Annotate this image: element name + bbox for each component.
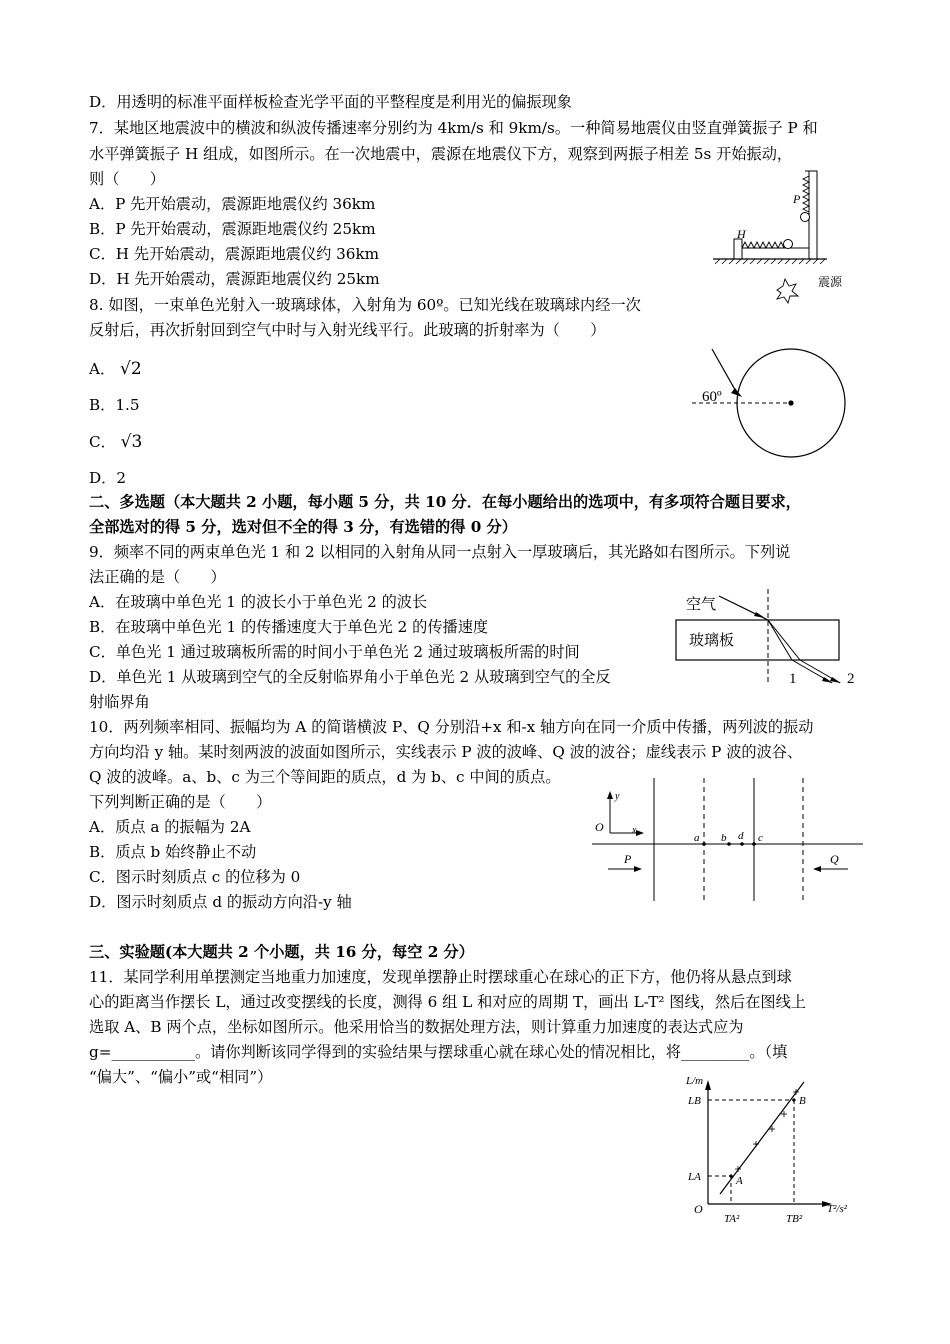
q7-option-c: C．H 先开始震动，震源距地震仪约 36km (89, 245, 380, 263)
q8-option-b: B．1.5 (89, 396, 140, 414)
q6-option-d: D．用透明的标准平面样板检查光学平面的平整程度是利用光的偏振现象 (89, 93, 572, 111)
point-b-label: B (799, 1095, 806, 1107)
label-p: P (793, 192, 801, 206)
sqrt-value: √3 (120, 432, 143, 452)
q7-stem-line2: 水平弹簧振子 H 组成，如图所示。在一次地震中，震源在地震仪下方，观察到两振子相差 5s 开始振动， (89, 145, 793, 163)
q9-option-a: A．在玻璃中单色光 1 的波长小于单色光 2 的波长 (89, 593, 428, 611)
q8-stem-line1: 8. 如图，一束单色光射入一玻璃球体，入射角为 60º。已知光线在玻璃球内经一次 (89, 296, 641, 314)
q11-stem-line3: 选取 A、B 两个点，坐标如图所示。他采用恰当的数据处理方法，则计算重力加速度的表达式应为 (89, 1018, 744, 1036)
q9-option-d-line1: D．单色光 1 从玻璃到空气的全反射临界角小于单色光 2 从玻璃到空气的全反 (89, 668, 611, 686)
q7-stem-line3: 则（ ） (89, 170, 165, 188)
q9-stem-line1: 9．频率不同的两束单色光 1 和 2 以相同的入射角从同一点射入一厚玻璃后，其光路如右图所示。下列说 (89, 543, 791, 561)
q7-option-b: B．P 先开始震动，震源距地震仪约 25km (89, 220, 376, 238)
section3-heading: 三、实验题(本大题共 2 个小题，共 16 分，每空 2 分） (89, 943, 474, 961)
wavefront-figure (590, 775, 865, 905)
section2-heading-line1: 二、多选题（本大题共 2 小题，每小题 5 分，共 10 分．在每小题给出的选项中，有多项符合题目要求， (89, 493, 801, 511)
q10-stem-line1: 10．两列频率相同、振幅均为 A 的简谐横波 P、Q 分别沿+x 和-x 轴方向在同一介质中传播，两列波的振动 (89, 718, 814, 736)
label-air: 空气 (686, 597, 717, 613)
label-lb: LB (688, 1095, 701, 1107)
q8-option-c (89, 433, 142, 451)
label-ray2: 2 (847, 671, 855, 687)
label-ta: TA² (724, 1213, 740, 1225)
label-q: Q (830, 852, 839, 866)
q10-option-b: B．质点 b 始终静止不动 (89, 843, 257, 861)
q10-stem-line4: 下列判断正确的是（ ） (89, 793, 272, 811)
sqrt-value: √2 (119, 359, 142, 379)
label-ray1: 1 (789, 671, 797, 687)
section2-heading-line2: 全部选对的得 5 分，选对但不全的得 3 分，有选错的得 0 分） (89, 518, 517, 536)
label-d: d (738, 830, 744, 842)
label-a: a (694, 832, 700, 844)
label-source: 震源 (818, 275, 843, 289)
label-h: H (737, 227, 746, 241)
q9-option-d-line2: 射临界角 (89, 693, 150, 711)
q10-option-a: A．质点 a 的振幅为 2A (89, 818, 251, 836)
x-axis-label: T²/s² (827, 1203, 848, 1215)
option-label: A． (89, 360, 116, 378)
q10-option-d: D．图示时刻质点 d 的振动方向沿-y 轴 (89, 893, 352, 911)
label-x: x (632, 825, 637, 836)
label-c: c (758, 832, 763, 844)
q9-option-c: C．单色光 1 通过玻璃板所需的时间小于单色光 2 通过玻璃板所需的时间 (89, 643, 580, 661)
q9-stem-line2: 法正确的是（ ） (89, 568, 226, 586)
label-y: y (615, 791, 620, 802)
label-o: O (595, 820, 604, 834)
q11-stem-line4: g=___________。请你判断该同学得到的实验结果与摆球重心就在球心处的情况相比，将_________。（填 (89, 1043, 788, 1061)
q7-stem-line1: 7．某地区地震波中的横波和纵波传播速率分别约为 4km/s 和 9km/s。一种简易地震仪由竖直弹簧振子 P 和 (89, 119, 818, 137)
option-label: C． (89, 433, 116, 451)
y-axis-label: L/m (686, 1075, 704, 1087)
label-p: P (624, 852, 632, 866)
label-b: b (721, 832, 727, 844)
q10-option-c: C．图示时刻质点 c 的位移为 0 (89, 868, 301, 886)
q10-stem-line2: 方向均沿 y 轴。某时刻两波的波面如图所示，实线表示 P 波的波峰、Q 波的波谷；虚线表示 P 波的波谷、 (89, 743, 803, 761)
q8-stem-line2: 反射后，再次折射回到空气中时与入射光线平行。此玻璃的折射率为（ ） (89, 321, 606, 339)
q7-option-d: D．H 先开始震动，震源距地震仪约 25km (89, 270, 380, 288)
l-t2-graph (680, 1072, 860, 1227)
glass-plate-figure (674, 585, 869, 693)
q11-stem-line5: “偏大”、“偏小”或“相同”） (89, 1068, 273, 1086)
label-glass: 玻璃板 (689, 633, 735, 649)
glass-sphere-figure (690, 345, 860, 475)
q11-stem-line1: 11．某同学利用单摆测定当地重力加速度，发现单摆静止时摆球重心在球心的正下方，他仍将从悬点到球 (89, 968, 792, 986)
q10-stem-line3: Q 波的波峰。a、b、c 为三个等间距的质点，d 为 b、c 中间的质点。 (89, 768, 561, 786)
label-tb: TB² (786, 1213, 803, 1225)
label-o: O (694, 1202, 703, 1216)
label-la: LA (688, 1171, 701, 1183)
point-a-label: A (736, 1175, 743, 1187)
q11-stem-line2: 心的距离当作摆长 L，通过改变摆线的长度，测得 6 组 L 和对应的周期 T，画出 L-T² 图线，然后在图线上 (89, 993, 806, 1011)
q8-option-a (89, 360, 142, 378)
seismograph-figure (705, 168, 865, 318)
q7-option-a: A．P 先开始震动，震源距地震仪约 36km (89, 195, 376, 213)
q9-option-b: B．在玻璃中单色光 1 的传播速度大于单色光 2 的传播速度 (89, 618, 489, 636)
angle-label: 60º (702, 389, 722, 405)
burst-icon (777, 279, 798, 303)
q8-option-d: D．2 (89, 469, 127, 487)
